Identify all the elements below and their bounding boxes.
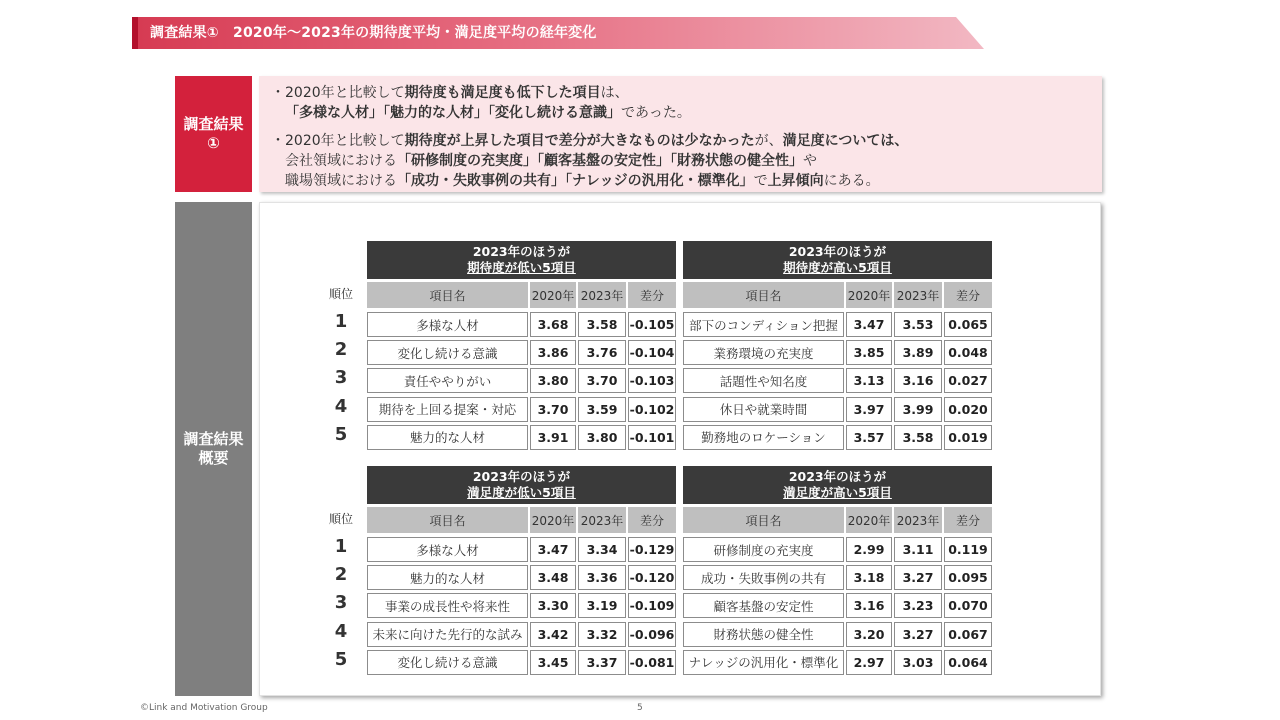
value-cell: 3.89: [894, 340, 942, 365]
value-cell: 0.048: [944, 340, 992, 365]
column-header: 差分: [628, 507, 676, 533]
value-cell: 3.16: [846, 593, 892, 618]
item-name-cell: 業務環境の充実度: [683, 340, 844, 365]
column-header: 2023年: [894, 507, 942, 533]
value-cell: 3.16: [894, 368, 942, 393]
item-name-cell: 未来に向けた先行的な試み: [367, 622, 528, 647]
result-label-text: 調査結果 ①: [183, 115, 244, 152]
table-title: [367, 241, 676, 282]
value-cell: 3.85: [846, 340, 892, 365]
summary-emphasis: 「成功・失敗事例の共有」「ナレッジの汎用化・標準化」: [397, 173, 754, 189]
summary-box: [259, 76, 1102, 192]
rank-number: 1: [334, 536, 348, 557]
table-row: [683, 649, 992, 677]
table-title: [367, 466, 676, 507]
value-cell: 3.59: [578, 397, 626, 422]
rank-column-top: [323, 282, 359, 450]
value-cell: 3.91: [530, 425, 576, 450]
table-title-line2: 満足度が高い5項目: [783, 485, 892, 500]
item-name-cell: 期待を上回る提案・対応: [367, 397, 528, 422]
column-header: 2023年: [578, 282, 626, 308]
rank-column-bottom: [323, 507, 359, 675]
table-row: [683, 592, 992, 620]
table-title-line2: 満足度が低い5項目: [467, 485, 576, 500]
summary-emphasis: 満足度については、: [782, 133, 909, 149]
summary-text: ・2020年と比較して: [271, 133, 405, 149]
value-cell: -0.096: [628, 622, 676, 647]
value-cell: 0.067: [944, 622, 992, 647]
title-accent-bar: [132, 17, 138, 49]
table-row: [683, 339, 992, 367]
value-cell: 3.42: [530, 622, 576, 647]
item-name-cell: 話題性や知名度: [683, 368, 844, 393]
table-row: [683, 367, 992, 395]
value-cell: 3.58: [578, 312, 626, 337]
table-title-line1: 2023年のほうが: [472, 244, 571, 259]
value-cell: -0.102: [628, 397, 676, 422]
value-cell: 3.80: [578, 425, 626, 450]
value-cell: 3.27: [894, 622, 942, 647]
column-header: 差分: [944, 282, 992, 308]
table-row: [367, 536, 676, 564]
item-name-cell: 部下のコンディション把握: [683, 312, 844, 337]
column-header: 差分: [628, 282, 676, 308]
item-name-cell: 事業の成長性や将来性: [367, 593, 528, 618]
item-name-cell: 勤務地のロケーション: [683, 425, 844, 450]
summary-emphasis: 上昇傾向: [767, 173, 824, 189]
value-cell: 0.070: [944, 593, 992, 618]
table-header-row: [683, 507, 992, 533]
table-row: [367, 311, 676, 339]
value-cell: 0.019: [944, 425, 992, 450]
table-row: [367, 621, 676, 649]
value-cell: 3.86: [530, 340, 576, 365]
value-cell: 0.064: [944, 650, 992, 675]
column-header: 項目名: [367, 507, 528, 533]
table-satisfaction-higher: [683, 466, 992, 677]
rank-number: 4: [334, 620, 348, 642]
table-row: [367, 649, 676, 677]
table-satisfaction-lower: [367, 466, 676, 677]
value-cell: 0.095: [944, 565, 992, 590]
item-name-cell: 成功・失敗事例の共有: [683, 565, 844, 590]
summary-text: 職場領域における: [285, 173, 397, 189]
value-cell: 3.80: [530, 368, 576, 393]
item-name-cell: 魅力的な人材: [367, 425, 528, 450]
summary-line: [271, 83, 691, 103]
value-cell: 2.99: [846, 537, 892, 562]
rank-number: 1: [334, 311, 348, 332]
value-cell: 3.57: [846, 425, 892, 450]
value-cell: 3.23: [894, 593, 942, 618]
summary-emphasis: 「研修制度の充実度」「顧客基盤の安定性」「財務状態の健全性」: [397, 153, 803, 169]
table-row: [367, 564, 676, 592]
item-name-cell: 多様な人材: [367, 537, 528, 562]
value-cell: 3.53: [894, 312, 942, 337]
value-cell: 0.027: [944, 368, 992, 393]
summary-line: [271, 131, 908, 151]
value-cell: 3.30: [530, 593, 576, 618]
table-title-line2: 期待度が高い5項目: [783, 260, 892, 275]
table-title-line1: 2023年のほうが: [788, 244, 887, 259]
table-expectation-higher: [683, 241, 992, 452]
value-cell: 3.70: [578, 368, 626, 393]
column-header: 2020年: [846, 282, 892, 308]
value-cell: 3.03: [894, 650, 942, 675]
value-cell: 3.20: [846, 622, 892, 647]
value-cell: 3.47: [846, 312, 892, 337]
table-row: [683, 424, 992, 452]
value-cell: -0.105: [628, 312, 676, 337]
table-row: [367, 396, 676, 424]
value-cell: 0.065: [944, 312, 992, 337]
item-name-cell: ナレッジの汎用化・標準化: [683, 650, 844, 675]
rank-number: 4: [334, 395, 348, 417]
table-header-row: [683, 282, 992, 308]
table-title-line1: 2023年のほうが: [788, 469, 887, 484]
summary-text: で: [753, 173, 768, 189]
column-header: 2023年: [894, 282, 942, 308]
value-cell: -0.109: [628, 593, 676, 618]
value-cell: 2.97: [846, 650, 892, 675]
rank-header: 順位: [328, 287, 353, 301]
table-row: [367, 424, 676, 452]
rank-number: 5: [334, 648, 348, 670]
value-cell: 3.18: [846, 565, 892, 590]
summary-label: [175, 202, 252, 696]
column-header: 項目名: [367, 282, 528, 308]
summary-bullet-2: [271, 131, 908, 191]
table-row: [683, 396, 992, 424]
value-cell: -0.103: [628, 368, 676, 393]
table-row: [683, 564, 992, 592]
value-cell: 3.32: [578, 622, 626, 647]
value-cell: 3.13: [846, 368, 892, 393]
value-cell: 3.11: [894, 537, 942, 562]
item-name-cell: 顧客基盤の安定性: [683, 593, 844, 618]
item-name-cell: 多様な人材: [367, 312, 528, 337]
summary-label-text: 調査結果 概要: [183, 430, 244, 467]
summary-text: は、: [600, 85, 629, 101]
table-title-line2: 期待度が低い5項目: [467, 260, 576, 275]
item-name-cell: 変化し続ける意識: [367, 650, 528, 675]
value-cell: 3.19: [578, 593, 626, 618]
page-number: 5: [637, 703, 643, 713]
table-header-row: [367, 282, 676, 308]
copyright: ©Link and Motivation Group: [140, 703, 268, 713]
summary-line: [271, 103, 691, 123]
value-cell: -0.120: [628, 565, 676, 590]
value-cell: 3.70: [530, 397, 576, 422]
value-cell: 3.99: [894, 397, 942, 422]
value-cell: 0.020: [944, 397, 992, 422]
item-name-cell: 財務状態の健全性: [683, 622, 844, 647]
value-cell: 3.47: [530, 537, 576, 562]
value-cell: 3.76: [578, 340, 626, 365]
table-row: [683, 536, 992, 564]
column-header: 項目名: [683, 282, 844, 308]
summary-text: であった。: [621, 105, 691, 121]
value-cell: -0.129: [628, 537, 676, 562]
result-label: [175, 76, 252, 192]
value-cell: 0.119: [944, 537, 992, 562]
summary-text: や: [803, 153, 817, 169]
value-cell: 3.68: [530, 312, 576, 337]
rank-number: 3: [334, 592, 348, 614]
value-cell: 3.36: [578, 565, 626, 590]
table-row: [683, 621, 992, 649]
summary-emphasis: 期待度が上昇した項目で差分が大きなものは少なかった: [404, 133, 755, 149]
summary-text: にある。: [823, 173, 880, 189]
summary-line: [271, 151, 908, 171]
table-title: [683, 466, 992, 507]
rank-number: 5: [334, 423, 348, 445]
table-expectation-lower: [367, 241, 676, 452]
rank-header: 順位: [328, 512, 353, 526]
summary-emphasis: 期待度も満足度も低下した項目: [404, 85, 601, 101]
summary-bullet-1: [271, 83, 691, 123]
table-row: [683, 311, 992, 339]
table-row: [367, 592, 676, 620]
item-name-cell: 責任ややりがい: [367, 368, 528, 393]
column-header: 項目名: [683, 507, 844, 533]
value-cell: -0.104: [628, 340, 676, 365]
rank-number: 2: [334, 339, 348, 361]
column-header: 2020年: [530, 507, 576, 533]
value-cell: -0.101: [628, 425, 676, 450]
table-row: [367, 367, 676, 395]
value-cell: 3.97: [846, 397, 892, 422]
value-cell: 3.37: [578, 650, 626, 675]
page-title: 調査結果① 2020年～2023年の期待度平均・満足度平均の経年変化: [150, 25, 597, 41]
column-header: 2023年: [578, 507, 626, 533]
table-header-row: [367, 507, 676, 533]
item-name-cell: 魅力的な人材: [367, 565, 528, 590]
table-title-line1: 2023年のほうが: [472, 469, 571, 484]
value-cell: 3.58: [894, 425, 942, 450]
value-cell: 3.48: [530, 565, 576, 590]
summary-text: ・2020年と比較して: [271, 85, 405, 101]
column-header: 差分: [944, 507, 992, 533]
item-name-cell: 研修制度の充実度: [683, 537, 844, 562]
value-cell: -0.081: [628, 650, 676, 675]
item-name-cell: 休日や就業時間: [683, 397, 844, 422]
table-title: [683, 241, 992, 282]
summary-emphasis: 「多様な人材」「魅力的な人材」「変化し続ける意識」: [285, 105, 621, 121]
summary-line: [271, 171, 908, 191]
value-cell: 3.45: [530, 650, 576, 675]
value-cell: 3.27: [894, 565, 942, 590]
column-header: 2020年: [846, 507, 892, 533]
value-cell: 3.34: [578, 537, 626, 562]
summary-text: 会社領域における: [285, 153, 397, 169]
table-row: [367, 339, 676, 367]
rank-number: 3: [334, 367, 348, 389]
item-name-cell: 変化し続ける意識: [367, 340, 528, 365]
column-header: 2020年: [530, 282, 576, 308]
rank-number: 2: [334, 564, 348, 586]
summary-text: が、: [754, 133, 783, 149]
